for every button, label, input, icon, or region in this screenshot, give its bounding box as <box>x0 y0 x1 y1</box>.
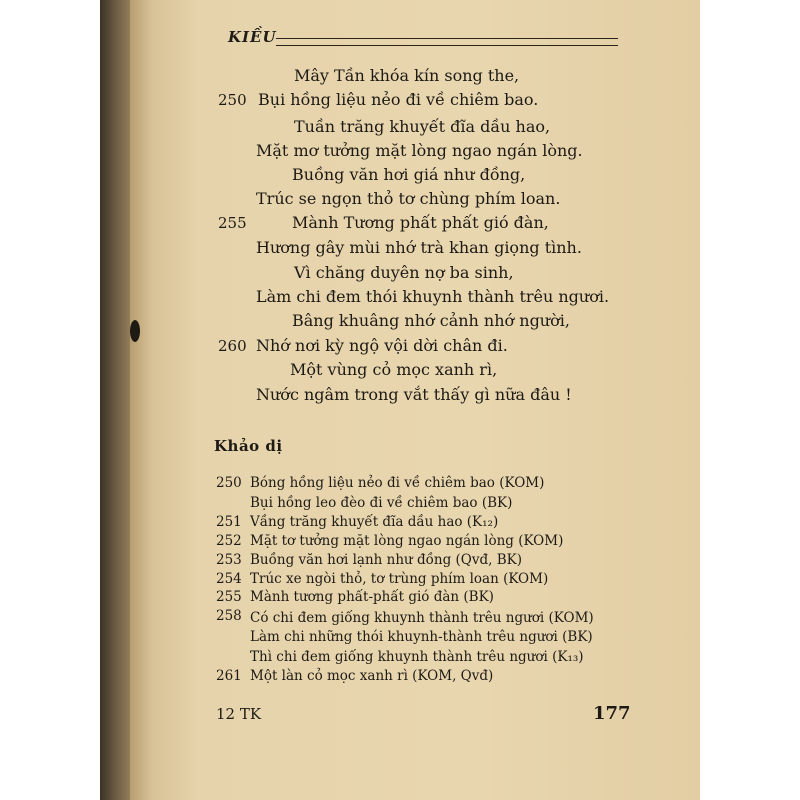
poem-line: Một vùng cỏ mọc xanh rì, <box>290 360 498 379</box>
variant-line: Bóng hồng liệu nẻo đi về chiêm bao (KOM) <box>250 475 545 491</box>
variant-line: Thì chi đem giống khuynh thành trêu ngươi (K₁₃) <box>250 649 584 665</box>
variants-heading: Khảo dị <box>214 437 283 455</box>
variant-line: Có chi đem giống khuynh thành trêu ngươi (KOM) <box>250 610 594 626</box>
variant-line: Buồng văn hơi lạnh như đồng (Qvđ, BK) <box>250 552 523 568</box>
variant-number: 251 <box>216 514 242 530</box>
variant-line: Một làn cỏ mọc xanh rì (KOM, Qvđ) <box>250 668 494 684</box>
line-number: 255 <box>218 214 247 232</box>
line-number: 260 <box>218 337 247 355</box>
variant-line: Làm chi những thói khuynh-thành trêu ngươi (BK) <box>250 629 593 645</box>
signature-mark: 12 TK <box>216 705 262 723</box>
variant-line: Mặt tơ tưởng mặt lòng ngao ngán lòng (KOM) <box>250 533 564 549</box>
poem-line: Nước ngâm trong vắt thấy gì nữa đâu ! <box>256 385 572 404</box>
poem-line: Buồng văn hơi giá như đồng, <box>292 165 526 184</box>
variant-line: Bụi hồng leo đèo đi về chiêm bao (BK) <box>250 495 513 511</box>
variant-line: Mành tương phất-phất gió đàn (BK) <box>250 589 494 605</box>
poem-line: Bụi hồng liệu nẻo đi về chiêm bao. <box>258 90 539 109</box>
poem-line: Làm chi đem thói khuynh thành trêu ngươi. <box>256 287 610 306</box>
variant-number: 261 <box>216 668 242 684</box>
variant-number: 254 <box>216 571 242 587</box>
variant-number: 252 <box>216 533 242 549</box>
book-page <box>130 0 700 800</box>
poem-line: Mặt mơ tưởng mặt lòng ngao ngán lòng. <box>256 141 583 160</box>
poem-line: Vì chăng duyên nợ ba sinh, <box>294 263 514 282</box>
page-number: 177 <box>593 703 631 724</box>
variant-line: Trúc xe ngòi thỏ, tơ trùng phím loan (KOM) <box>250 571 549 587</box>
poem-line: Nhớ nơi kỳ ngộ vội dời chân đi. <box>256 336 508 355</box>
variant-number: 253 <box>216 552 242 568</box>
poem-line: Mây Tần khóa kín song the, <box>294 66 520 85</box>
binding-hole <box>130 320 140 342</box>
poem-line: Hương gây mùi nhớ trà khan giọng tình. <box>256 238 582 257</box>
poem-line: Mành Tương phất phất gió đàn, <box>292 213 549 232</box>
header-rule <box>276 38 618 46</box>
poem-line: Bâng khuâng nhớ cảnh nhớ người, <box>292 311 570 330</box>
variant-number: 250 <box>216 475 242 491</box>
header-title: KIỀU <box>228 28 277 46</box>
variant-number: 258 <box>216 608 242 624</box>
variant-line: Vầng trăng khuyết đĩa dầu hao (K₁₂) <box>250 514 499 530</box>
poem-line: Trúc se ngọn thỏ tơ chùng phím loan. <box>256 189 561 208</box>
line-number: 250 <box>218 91 247 109</box>
variant-number: 255 <box>216 589 242 605</box>
poem-line: Tuần trăng khuyết đĩa dầu hao, <box>294 117 551 136</box>
running-header <box>228 28 623 48</box>
